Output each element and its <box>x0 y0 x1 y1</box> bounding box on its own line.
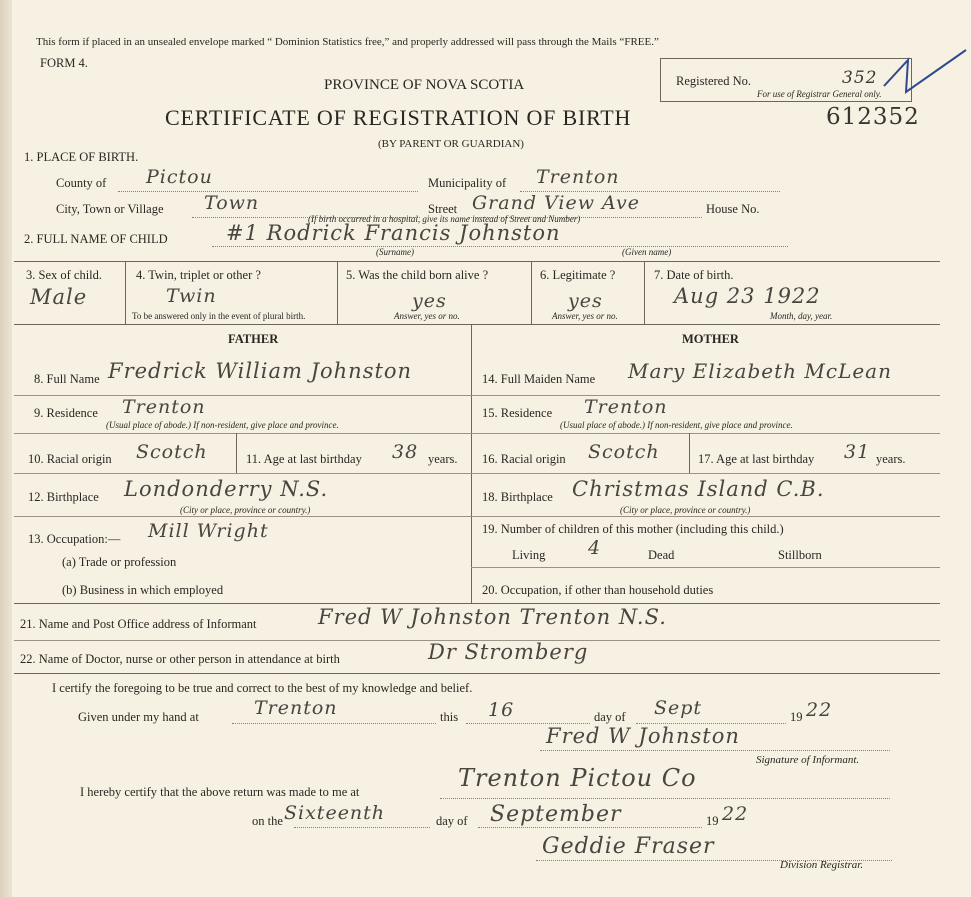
born-alive-label: 5. Was the child born alive ? <box>346 268 489 282</box>
rule-row-10 <box>14 473 940 474</box>
this-label: this <box>440 710 459 724</box>
twin-value: Twin <box>166 285 217 307</box>
mother-abode-note: (Usual place of abode.) If non-resident, give place and province. <box>560 420 793 430</box>
registered-no-value: 352 <box>842 68 878 88</box>
legitimate-note: Answer, yes or no. <box>552 311 618 321</box>
father-residence-value: Trenton <box>122 396 206 418</box>
trade-label: (a) Trade or profession <box>62 555 177 569</box>
registrar-caption: Division Registrar. <box>780 859 864 871</box>
divider-alive <box>531 261 532 324</box>
on-year-value: 22 <box>722 803 749 825</box>
on-year-prefix: 19 <box>706 814 719 828</box>
place-of-birth-heading: 1. PLACE OF BIRTH. <box>24 150 139 164</box>
stamp-number: 612352 <box>826 104 920 130</box>
father-residence-label: 9. Residence <box>34 406 98 420</box>
mother-birthplace-label: 18. Birthplace <box>482 490 553 504</box>
rule-child-top <box>14 261 940 262</box>
father-name-label: 8. Full Name <box>34 372 100 386</box>
year-prefix: 19 <box>790 710 803 724</box>
father-abode-note: (Usual place of abode.) If non-resident, give place and province. <box>106 420 339 430</box>
certificate-title: CERTIFICATE OF REGISTRATION OF BIRTH <box>165 105 632 130</box>
surname-caption: (Surname) <box>376 247 414 257</box>
father-occupation-value: Mill Wright <box>148 520 269 542</box>
hereby-place-value: Trenton Pictou Co <box>458 764 697 792</box>
page-edge <box>0 0 12 897</box>
street-value: Grand View Ave <box>472 192 640 214</box>
day-value: 16 <box>488 699 515 721</box>
mother-birthplace-value: Christmas Island C.B. <box>572 477 825 501</box>
divider-mother-age <box>689 433 690 473</box>
hospital-note: (If birth occurred in a hospital, give its name instead of Street and Number) <box>308 214 581 224</box>
father-racial-value: Scotch <box>136 441 208 463</box>
informant-signature-caption: Signature of Informant. <box>756 754 860 766</box>
father-years-label: years. <box>428 452 458 466</box>
on-day-value: Sixteenth <box>284 802 386 824</box>
divider-legit <box>644 261 645 324</box>
living-label: Living <box>512 548 546 562</box>
mother-years-label: years. <box>876 452 906 466</box>
divider-parents <box>471 324 472 603</box>
county-value: Pictou <box>146 166 213 188</box>
business-label: (b) Business in which employed <box>62 583 224 597</box>
father-heading: FATHER <box>228 332 279 346</box>
informant-label: 21. Name and Post Office address of Informant <box>20 617 257 631</box>
mother-occupation-label: 20. Occupation, if other than household duties <box>482 583 714 597</box>
given-place-value: Trenton <box>254 697 338 719</box>
child-name-value: #1 Rodrick Francis Johnston <box>226 221 561 245</box>
dead-label: Dead <box>648 548 675 562</box>
municipality-label: Municipality of <box>428 176 507 190</box>
street-label: Street <box>428 202 458 216</box>
date-of-birth-note: Month, day, year. <box>770 311 833 321</box>
year-value: 22 <box>806 699 833 721</box>
hereby-certify-text: I hereby certify that the above return was made to me at <box>80 785 360 799</box>
month-value: Sept <box>654 697 703 719</box>
father-occupation-label: 13. Occupation:— <box>28 532 121 546</box>
given-name-caption: (Given name) <box>622 247 672 257</box>
children-count-label: 19. Number of children of this mother (including this child.) <box>482 522 784 536</box>
date-of-birth-label: 7. Date of birth. <box>654 268 734 282</box>
doctor-label: 22. Name of Doctor, nurse or other person in attendance at birth <box>20 652 340 666</box>
doctor-value: Dr Stromberg <box>428 640 589 664</box>
born-alive-value: yes <box>412 290 447 312</box>
registrar-signature: Geddie Fraser <box>542 834 715 859</box>
mother-racial-label: 16. Racial origin <box>482 452 566 466</box>
given-under-label: Given under my hand at <box>78 710 199 724</box>
on-the-label: on the <box>252 814 283 828</box>
hereby-place-line <box>440 798 890 799</box>
mother-residence-label: 15. Residence <box>482 406 553 420</box>
municipality-value: Trenton <box>536 166 620 188</box>
mother-birthplace-note: (City or place, province or country.) <box>620 505 751 515</box>
twin-note: To be answered only in the event of plural birth. <box>132 311 306 321</box>
mother-heading: MOTHER <box>682 332 739 346</box>
mother-racial-value: Scotch <box>588 441 660 463</box>
on-day-of-label: day of <box>436 814 468 828</box>
city-label: City, Town or Village <box>56 202 164 216</box>
legitimate-label: 6. Legitimate ? <box>540 268 616 282</box>
father-age-value: 38 <box>392 441 419 463</box>
rule-parents-top <box>14 324 940 325</box>
father-birthplace-value: Londonderry N.S. <box>124 477 329 501</box>
house-no-label: House No. <box>706 202 760 216</box>
father-birthplace-label: 12. Birthplace <box>28 490 99 504</box>
divider-father-age <box>236 433 237 473</box>
envelope-note: This form if placed in an unsealed envelope marked “ Dominion Statistics free,” and properly addressed will pass through the Mails “FREE.” <box>36 36 659 48</box>
rule-row-19 <box>471 567 940 568</box>
given-place-line <box>232 723 436 724</box>
registered-no-label: Registered No. <box>676 74 751 88</box>
divider-twin <box>337 261 338 324</box>
sex-label: 3. Sex of child. <box>26 268 103 282</box>
child-name-line <box>212 246 788 247</box>
registration-tick-mark <box>880 46 970 96</box>
divider-sex <box>125 261 126 324</box>
legitimate-value: yes <box>568 290 603 312</box>
informant-signature: Fred W Johnston <box>546 724 740 748</box>
father-birthplace-note: (City or place, province or country.) <box>180 505 311 515</box>
province-heading: PROVINCE OF NOVA SCOTIA <box>324 77 525 93</box>
child-name-label: 2. FULL NAME OF CHILD <box>24 232 168 246</box>
on-month-line <box>478 827 702 828</box>
rule-row-9 <box>14 433 940 434</box>
registrar-general-note: For use of Registrar General only. <box>757 89 882 99</box>
living-value: 4 <box>588 537 602 559</box>
informant-value: Fred W Johnston Trenton N.S. <box>318 605 667 629</box>
sex-value: Male <box>30 285 88 309</box>
county-line <box>118 191 418 192</box>
certify-text: I certify the foregoing to be true and correct to the best of my knowledge and belief. <box>52 681 473 695</box>
city-value: Town <box>204 192 260 214</box>
date-of-birth-value: Aug 23 1922 <box>674 284 821 308</box>
mother-residence-value: Trenton <box>584 396 668 418</box>
twin-label: 4. Twin, triplet or other ? <box>136 268 261 282</box>
rule-informant-top <box>14 603 940 604</box>
certificate-subtitle: (BY PARENT OR GUARDIAN) <box>378 138 524 150</box>
form-number: FORM 4. <box>40 56 88 70</box>
rule-certification-top <box>14 673 940 674</box>
mother-age-label: 17. Age at last birthday <box>698 452 815 466</box>
father-name-value: Fredrick William Johnston <box>108 359 413 383</box>
county-label: County of <box>56 176 107 190</box>
father-racial-label: 10. Racial origin <box>28 452 112 466</box>
mother-name-value: Mary Elizabeth McLean <box>628 359 892 383</box>
on-day-line <box>294 827 430 828</box>
mother-name-label: 14. Full Maiden Name <box>482 372 596 386</box>
on-month-value: September <box>490 802 622 827</box>
born-alive-note: Answer, yes or no. <box>394 311 460 321</box>
mother-age-value: 31 <box>844 441 871 463</box>
informant-signature-line <box>540 750 890 751</box>
stillborn-label: Stillborn <box>778 548 822 562</box>
father-age-label: 11. Age at last birthday <box>246 452 362 466</box>
rule-row-12 <box>14 516 940 517</box>
day-of-label: day of <box>594 710 626 724</box>
